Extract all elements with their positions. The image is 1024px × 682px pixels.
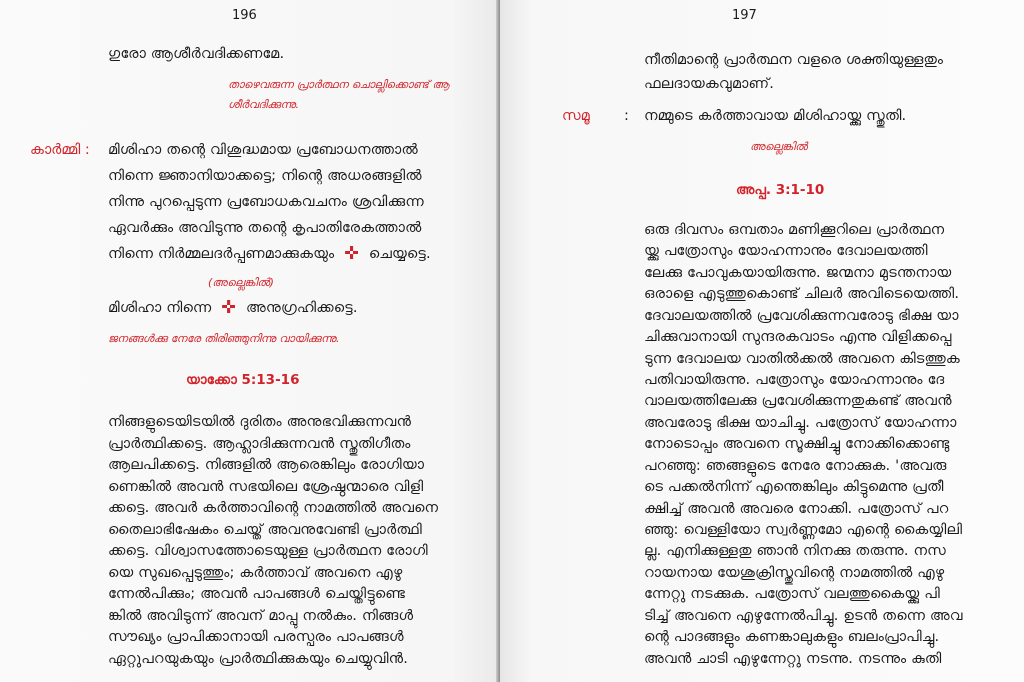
text-line: ല്ല. എനിക്കുള്ളതു ഞാൻ നിനക്കു തരുന്നു. നസ [644, 543, 946, 560]
text-line: ന്നേറ്റു നടക്കുക. പത്രോസ് വലത്തുകൈയ്ക്കു പി [644, 586, 940, 603]
response-line: നമ്മുടെ കർത്താവായ മിശിഹായ്ക്കു സ്തുതി. [644, 108, 907, 124]
text-line: ഫലദായകവുമാണ്. [644, 76, 775, 92]
text-line: സൗഖ്യം പ്രാപിക്കാനായി പരസ്പരം പാപങ്ങൾ [108, 629, 404, 645]
text-line: തൈലാഭിഷേകം ചെയ്ത് അവനുവേണ്ടി പ്രാർത്ഥി [108, 521, 422, 538]
text-line: നിങ്ങളുടെയിടയിൽ ദുരിതം അനുഭവിക്കുന്നവൻ [108, 414, 412, 430]
text-line: വാലയത്തിലേക്കു പ്രവേശിക്കുന്നതുകണ്ട് അവൻ [644, 393, 952, 410]
text-line: ക്ഷിച്ച് അവൻ അവരെ നോക്കി. പത്രോസ് പറ [644, 500, 949, 517]
text-line: ക്കട്ടെ. അവർ കർത്താവിന്റെ നാമത്തിൽ അവനെ [108, 500, 439, 516]
text-line: പറഞ്ഞു: ഞങ്ങളുടെ നേരേ നോക്കുക. 'അവരു [644, 457, 947, 474]
text-line: പ്രാർത്ഥിക്കട്ടെ. ആഹ്ലാദിക്കുന്നവൻ സ്തുതിഗീതം [108, 435, 411, 452]
text-line: ഒരാളെ എടുത്തുകൊണ്ട് ചിലർ അവിടെയെത്തി. [644, 286, 960, 303]
text-line: നോടൊപ്പം അവനെ സൂക്ഷിച്ചു നോക്കിക്കൊണ്ടു [644, 436, 950, 453]
text-line: ഞ്ഞു: വെള്ളിയോ സ്വർണ്ണമോ എന്റെ കൈയ്യിലി [644, 522, 963, 538]
text-line: ദേവാലയത്തിൽ പ്രവേശിക്കുന്നവരോടു ഭിക്ഷ യാ [644, 307, 959, 324]
text-line: ക്കട്ടെ. വിശ്വാസത്തോടെയുള്ള പ്രാർത്ഥന രോഗി [108, 543, 428, 559]
text-line: ഏറ്റുപറയുകയും പ്രാർത്ഥിക്കുകയും ചെയ്യുവിൻ. [108, 650, 409, 667]
opening-line: ഗുരോ ആശീർവദിക്കണമേ. [108, 46, 285, 62]
text-line: ടുന്ന ദേവാലയ വാതിൽക്കൽ അവനെ കിടത്തുക [644, 350, 960, 367]
text-segment: നിന്നെ നിർമ്മലദർപ്പണമാക്കുകയും [108, 246, 335, 262]
text-line: റായനായ യേശുക്രിസ്തുവിന്റെ നാമത്തിൽ എഴു [644, 564, 945, 581]
text-segment: ചെയ്യട്ടെ. [368, 246, 431, 262]
text-line: അവൻ ചാടി എഴുന്നേറ്റു നടന്നു. നടന്നും കുതി [644, 650, 942, 667]
rubric-line: ജനങ്ങൾക്കു നേരേ തിരിഞ്ഞുനിന്നു വായിക്കുന്നു. [108, 332, 340, 345]
text-line: നിന്നെ ജ്ഞാനിയാക്കട്ടെ; നിന്റെ അധരങ്ങളിൽ [108, 168, 422, 184]
text-line: ടിച്ച് അവനെ എഴുന്നേൽപിച്ചു. ഉടൻ തന്നെ അവ [644, 607, 963, 624]
text-line: ണെങ്കിൽ അവൻ സഭയിലെ ശ്രേഷ്ഠന്മാരെ വിളി [108, 478, 424, 495]
text-line: ചിക്കുവാനായി സുന്ദരകവാടം എന്നു വിളിക്കപ്പെ [644, 329, 952, 346]
text-line: ലേക്കു പോവുകയായിരുന്നു. ജന്മനാ മുടന്തനായ [644, 264, 952, 281]
rubric-line: ശീർവദിക്കുന്നു. [228, 98, 300, 111]
speaker-label: സമൂ [562, 108, 590, 124]
text-line: ആലപിക്കട്ടെ. നിങ്ങളിൽ ആരെങ്കിലും രോഗിയാ [108, 457, 425, 473]
text-line: ന്നേൽപിക്കും; അവൻ പാപങ്ങൾ ചെയ്തിട്ടുണ്ടെ [108, 586, 406, 602]
text-line: ഒരു ദിവസം ഒമ്പതാം മണിക്കൂറിലെ പ്രാർത്ഥന [644, 222, 945, 238]
alternative-label: (അല്ലെങ്കിൽ) [208, 276, 274, 289]
text-line [108, 246, 431, 262]
reading-title: അപ്പ. 3:1-10 [736, 182, 825, 198]
alternative-label: അല്ലെങ്കിൽ [750, 140, 808, 153]
right-page [500, 0, 1024, 682]
text-line: ന്റെ പാദങ്ങളും കണങ്കാലുകളും ബലംപ്രാപിച്ചു. [644, 629, 940, 646]
reading-title: യാക്കോ 5:13-16 [186, 372, 300, 388]
text-line: ങ്കിൽ അവിടുന്ന് അവന് മാപ്പു നൽകും. നിങ്ങൾ [108, 607, 414, 624]
speaker-label: കാർമ്മി : [30, 142, 90, 158]
rubric-line: താഴെവരുന്ന പ്രാർത്ഥന ചൊല്ലിക്കൊണ്ട് ആ [228, 78, 450, 91]
short-blessing [108, 300, 358, 316]
text-line: മിശിഹാ തന്റെ വിശുദ്ധമായ പ്രബോധനത്താൽ [108, 142, 418, 158]
cross-icon [222, 300, 235, 313]
text-line: യെ സുഖപ്പെടുത്തും; കർത്താവ് അവനെ എഴു [108, 564, 403, 581]
colon: : [624, 108, 630, 124]
text-line: ടെ പക്കൽനിന്ന് എന്തെങ്കിലും കിട്ടുമെന്നു പ്രതീ [644, 479, 944, 496]
text-line: ഏവർക്കും അവിടുന്നു തന്റെ കൃപാതിരേകത്താൽ [108, 220, 422, 236]
page-number: 196 [232, 8, 257, 23]
text-line: പതിവായിരുന്നു. പത്രോസും യോഹന്നാനും ദേ [644, 372, 945, 388]
text-line: യ്ക്കു പത്രോസും യോഹന്നാനും ദേവാലയത്തി [644, 243, 928, 260]
page-number: 197 [732, 8, 757, 23]
text-segment: അനുഗ്രഹിക്കട്ടെ. [245, 300, 358, 316]
text-line: നീതിമാന്റെ പ്രാർത്ഥന വളരെ ശക്തിയുള്ളതും [644, 52, 944, 68]
left-page [0, 0, 500, 682]
text-line: അവരോടു ഭിക്ഷ യാചിച്ചു. പത്രോസ് യോഹന്നാ [644, 414, 957, 431]
text-segment: മിശിഹാ നിന്നെ [108, 300, 212, 316]
cross-icon [345, 246, 358, 259]
text-line: നിന്നു പുറപ്പെടുന്ന പ്രബോധകവചനം ശ്രവിക്കുന്ന [108, 194, 424, 210]
